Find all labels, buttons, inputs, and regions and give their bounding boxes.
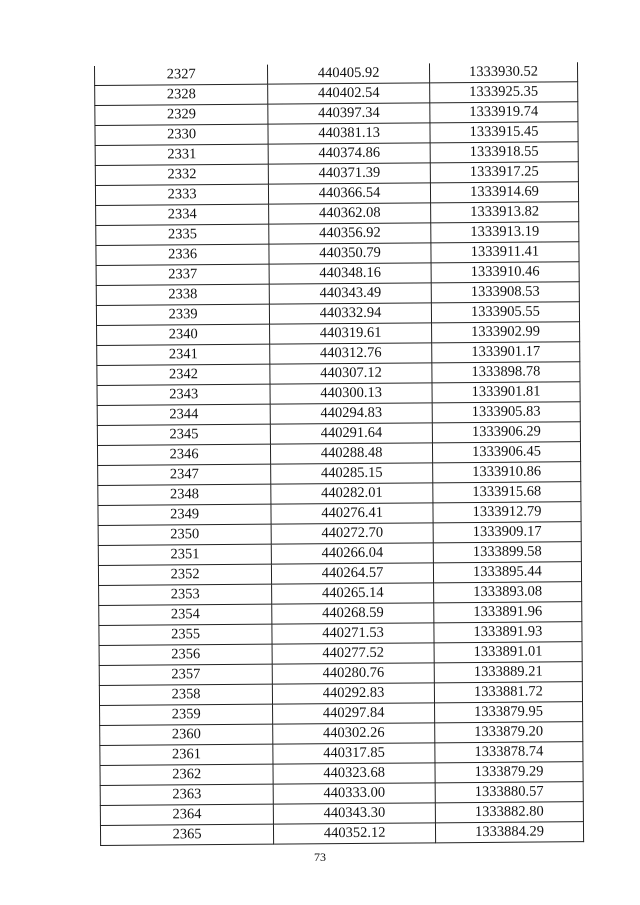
x-coordinate-cell: 440271.53 xyxy=(272,623,434,644)
y-coordinate-cell: 1333879.95 xyxy=(434,702,582,723)
y-coordinate-cell: 1333912.79 xyxy=(433,502,581,523)
y-coordinate-cell: 1333914.69 xyxy=(430,182,578,203)
x-coordinate-cell: 440266.04 xyxy=(271,543,433,564)
point-number-cell: 2355 xyxy=(99,624,272,645)
point-number-cell: 2350 xyxy=(98,524,271,545)
y-coordinate-cell: 1333915.45 xyxy=(430,122,578,143)
y-coordinate-cell: 1333901.81 xyxy=(432,382,580,403)
y-coordinate-cell: 1333917.25 xyxy=(430,162,578,183)
point-number-cell: 2342 xyxy=(97,364,270,385)
point-number-cell: 2360 xyxy=(100,724,273,745)
x-coordinate-cell: 440381.13 xyxy=(268,123,430,144)
x-coordinate-cell: 440280.76 xyxy=(272,663,434,684)
y-coordinate-cell: 1333910.46 xyxy=(431,262,579,283)
point-number-cell: 2335 xyxy=(96,224,269,245)
x-coordinate-cell: 440277.52 xyxy=(272,643,434,664)
x-coordinate-cell: 440302.26 xyxy=(273,723,435,744)
x-coordinate-cell: 440362.08 xyxy=(269,203,431,224)
y-coordinate-cell: 1333905.55 xyxy=(431,302,579,323)
y-coordinate-cell: 1333878.74 xyxy=(435,742,583,763)
point-number-cell: 2362 xyxy=(100,764,273,785)
y-coordinate-cell: 1333905.83 xyxy=(432,402,580,423)
x-coordinate-cell: 440356.92 xyxy=(269,223,431,244)
point-number-cell: 2336 xyxy=(96,244,269,265)
point-number-cell: 2365 xyxy=(100,824,273,845)
point-number-cell: 2344 xyxy=(97,404,270,425)
point-number-cell: 2364 xyxy=(100,804,273,825)
x-coordinate-cell: 440307.12 xyxy=(270,363,432,384)
page-number: 73 xyxy=(314,850,326,864)
x-coordinate-cell: 440291.64 xyxy=(271,423,433,444)
point-number-cell: 2329 xyxy=(95,104,268,125)
point-number-cell: 2357 xyxy=(99,664,272,685)
point-number-cell: 2352 xyxy=(98,564,271,585)
point-number-cell: 2341 xyxy=(97,344,270,365)
point-number-cell: 2363 xyxy=(100,784,273,805)
x-coordinate-cell: 440300.13 xyxy=(270,383,432,404)
point-number-cell: 2328 xyxy=(95,84,268,105)
y-coordinate-cell: 1333879.29 xyxy=(435,762,583,783)
point-number-cell: 2334 xyxy=(96,204,269,225)
y-coordinate-cell: 1333910.86 xyxy=(433,462,581,483)
x-coordinate-cell: 440319.61 xyxy=(270,323,432,344)
x-coordinate-cell: 440371.39 xyxy=(268,163,430,184)
x-coordinate-cell: 440343.49 xyxy=(269,283,431,304)
y-coordinate-cell: 1333891.96 xyxy=(434,602,582,623)
point-number-cell: 2331 xyxy=(95,144,268,165)
x-coordinate-cell: 440285.15 xyxy=(271,463,433,484)
coordinate-table-body xyxy=(94,62,583,845)
y-coordinate-cell: 1333879.20 xyxy=(435,722,583,743)
point-number-cell: 2339 xyxy=(96,304,269,325)
point-number-cell: 2349 xyxy=(98,504,271,525)
x-coordinate-cell: 440288.48 xyxy=(271,443,433,464)
x-coordinate-cell: 440348.16 xyxy=(269,263,431,284)
x-coordinate-cell: 440317.85 xyxy=(273,743,435,764)
x-coordinate-cell: 440350.79 xyxy=(269,243,431,264)
y-coordinate-cell: 1333909.17 xyxy=(433,522,581,543)
point-number-cell: 2348 xyxy=(98,484,271,505)
point-number-cell: 2356 xyxy=(99,644,272,665)
point-number-cell: 2332 xyxy=(95,164,268,185)
table-row xyxy=(100,822,583,846)
x-coordinate-cell: 440292.83 xyxy=(273,683,435,704)
point-number-cell: 2358 xyxy=(99,684,272,705)
x-coordinate-cell: 440265.14 xyxy=(272,583,434,604)
y-coordinate-cell: 1333915.68 xyxy=(433,482,581,503)
x-coordinate-cell: 440352.12 xyxy=(274,823,436,844)
y-coordinate-cell: 1333908.53 xyxy=(431,282,579,303)
x-coordinate-cell: 440268.59 xyxy=(272,603,434,624)
point-number-cell: 2327 xyxy=(94,65,267,86)
y-coordinate-cell: 1333901.17 xyxy=(432,342,580,363)
x-coordinate-cell: 440397.34 xyxy=(268,103,430,124)
y-coordinate-cell: 1333895.44 xyxy=(433,562,581,583)
x-coordinate-cell: 440405.92 xyxy=(268,63,430,84)
y-coordinate-cell: 1333891.93 xyxy=(434,622,582,643)
coordinate-table xyxy=(94,62,584,846)
y-coordinate-cell: 1333919.74 xyxy=(430,102,578,123)
x-coordinate-cell: 440366.54 xyxy=(269,183,431,204)
point-number-cell: 2343 xyxy=(97,384,270,405)
y-coordinate-cell: 1333906.45 xyxy=(432,442,580,463)
y-coordinate-cell: 1333880.57 xyxy=(435,782,583,803)
x-coordinate-cell: 440402.54 xyxy=(268,83,430,104)
y-coordinate-cell: 1333889.21 xyxy=(434,662,582,683)
y-coordinate-cell: 1333899.58 xyxy=(433,542,581,563)
y-coordinate-cell: 1333913.82 xyxy=(431,202,579,223)
x-coordinate-cell: 440332.94 xyxy=(270,303,432,324)
point-number-cell: 2337 xyxy=(96,264,269,285)
y-coordinate-cell: 1333913.19 xyxy=(431,222,579,243)
y-coordinate-cell: 1333881.72 xyxy=(434,682,582,703)
y-coordinate-cell: 1333884.29 xyxy=(435,822,583,843)
point-number-cell: 2353 xyxy=(99,584,272,605)
point-number-cell: 2354 xyxy=(99,604,272,625)
point-number-cell: 2346 xyxy=(97,444,270,465)
x-coordinate-cell: 440297.84 xyxy=(273,703,435,724)
x-coordinate-cell: 440272.70 xyxy=(271,523,433,544)
y-coordinate-cell: 1333882.80 xyxy=(435,802,583,823)
y-coordinate-cell: 1333918.55 xyxy=(430,142,578,163)
y-coordinate-cell: 1333898.78 xyxy=(432,362,580,383)
x-coordinate-cell: 440312.76 xyxy=(270,343,432,364)
point-number-cell: 2351 xyxy=(98,544,271,565)
x-coordinate-cell: 440276.41 xyxy=(271,503,433,524)
y-coordinate-cell: 1333891.01 xyxy=(434,642,582,663)
y-coordinate-cell: 1333893.08 xyxy=(434,582,582,603)
x-coordinate-cell: 440343.30 xyxy=(274,803,436,824)
point-number-cell: 2338 xyxy=(96,284,269,305)
point-number-cell: 2359 xyxy=(100,704,273,725)
x-coordinate-cell: 440374.86 xyxy=(268,143,430,164)
x-coordinate-cell: 440294.83 xyxy=(270,403,432,424)
x-coordinate-cell: 440282.01 xyxy=(271,483,433,504)
point-number-cell: 2340 xyxy=(97,324,270,345)
x-coordinate-cell: 440333.00 xyxy=(273,783,435,804)
y-coordinate-cell: 1333911.41 xyxy=(431,242,579,263)
point-number-cell: 2333 xyxy=(95,184,268,205)
point-number-cell: 2330 xyxy=(95,124,268,145)
y-coordinate-cell: 1333906.29 xyxy=(432,422,580,443)
point-number-cell: 2361 xyxy=(100,744,273,765)
y-coordinate-cell: 1333925.35 xyxy=(430,82,578,103)
point-number-cell: 2347 xyxy=(98,464,271,485)
x-coordinate-cell: 440323.68 xyxy=(273,763,435,784)
x-coordinate-cell: 440264.57 xyxy=(272,563,434,584)
point-number-cell: 2345 xyxy=(97,424,270,445)
y-coordinate-cell: 1333902.99 xyxy=(431,322,579,343)
y-coordinate-cell: 1333930.52 xyxy=(429,62,577,83)
